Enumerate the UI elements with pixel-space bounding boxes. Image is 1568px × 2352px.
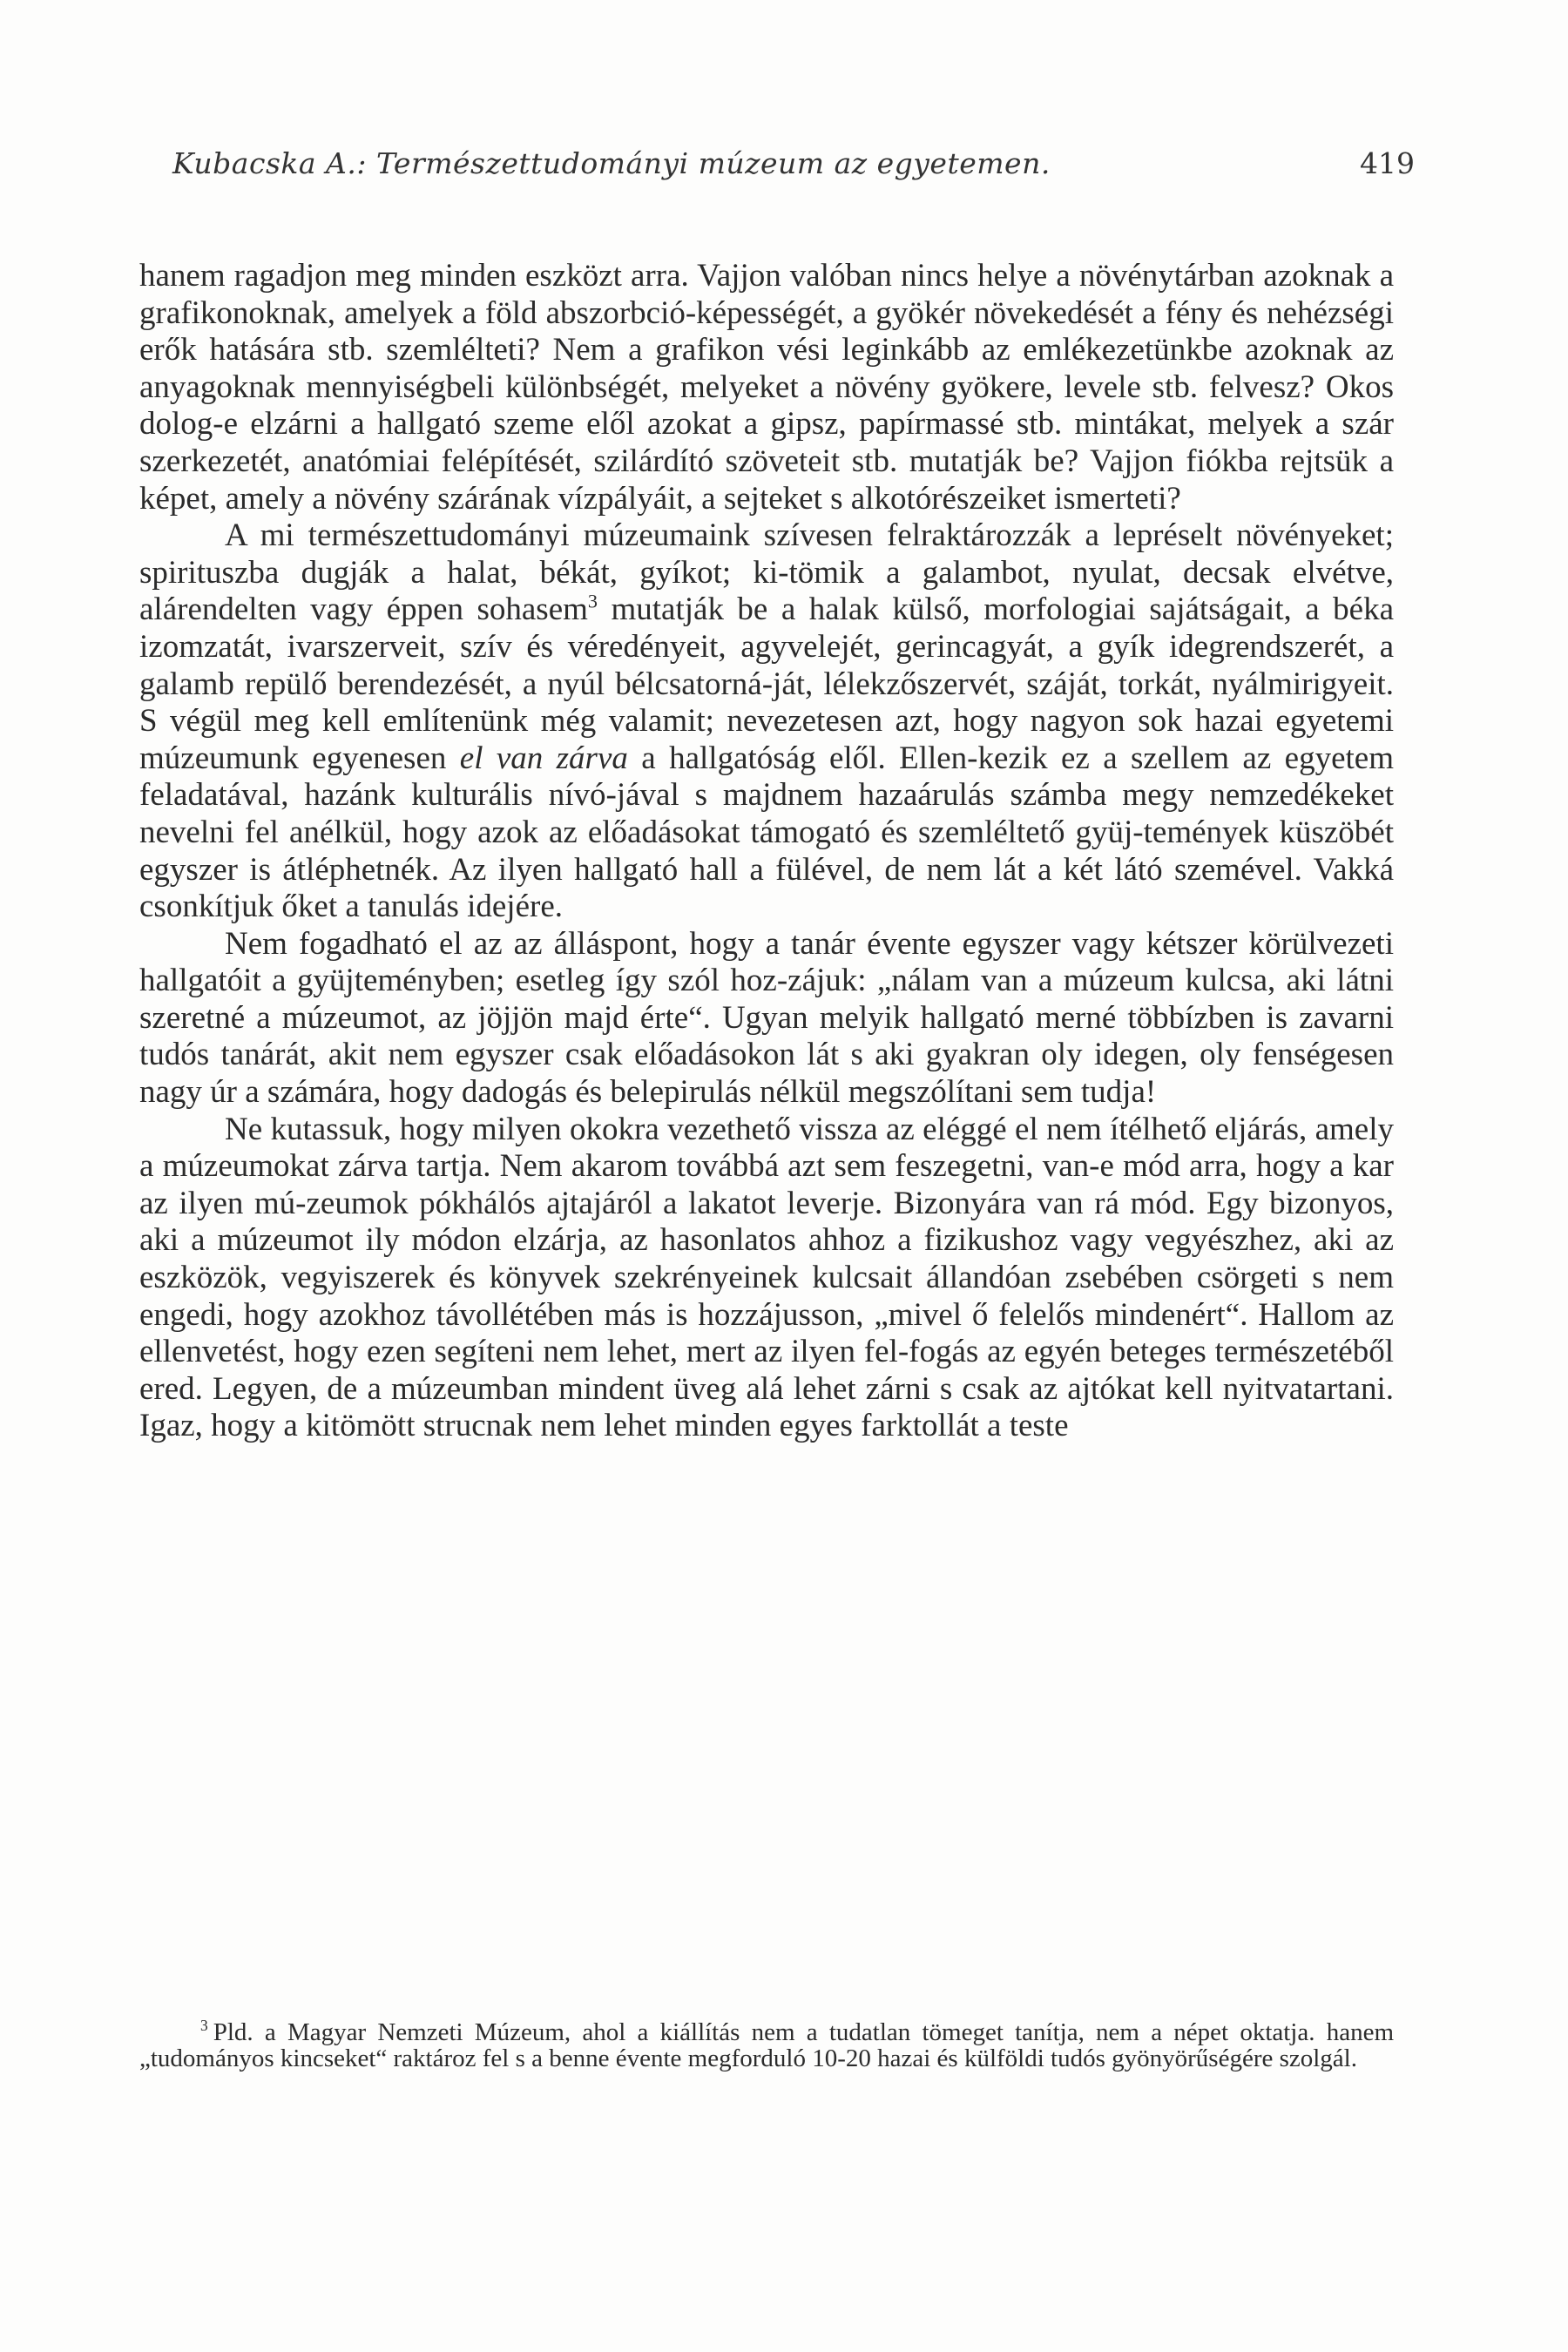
paragraph-4: Ne kutassuk, hogy milyen okokra vezethető vissza az eléggé el nem ítélhető eljárás, amely a múzeumokat zárva tartja. Nem akarom továbbá azt sem feszegetni, van-e mód arra, hogy a kar az ilyen mú-zeumok pókhálós ajtajáról a lakatot leverje. Bizonyára van rá mód. Egy bizonyos, aki a múzeumot ily módon elzárja, az hasonlatos ahhoz a fizikushoz vagy vegyészhez, aki az eszközök, vegyiszerek és könyvek szekrényeinek kulcsait állandóan zsebében csörgeti s nem engedi, hogy azokhoz távollétében más is hozzájusson, „mivel ő felelős mindenért“. Hallom az ellenvetést, hogy ezen segíteni nem lehet, mert az ilyen fel-fogás az egyén beteges természetéből ered. Legyen, de a múzeumban mindent üveg alá lehet zárni s csak az ajtókat kell nyitvatartani. Igaz, hogy a kitömött strucnak nem lehet minden egyes farktollát a teste xyxy=(139,1111,1394,1444)
footnote-3-text: Pld. a Magyar Nemzeti Múzeum, ahol a kiállítás nem a tudatlan tömeget tanítja, nem a népet oktatja. hanem „tudományos kincseket“ raktároz fel s a benne évente megforduló 10-20 hazai és külföldi tudós gyönyörűségére szolgál. xyxy=(139,2018,1394,2072)
emphasis-el-van-zarva: el van zárva xyxy=(459,740,628,776)
paragraph-3: Nem fogadható el az az álláspont, hogy a tanár évente egyszer vagy kétszer körülvezeti hallgatóit a gyüjteményben; esetleg így szól hoz-zájuk: „nálam van a múzeum kulcsa, aki látni szeretné a múzeumot, az jöjjön majd érte“. Ugyan melyik hallgató merné többízben is zavarni tudós tanárát, akit nem egyszer csak előadásokon lát s aki gyakran oly idegen, oly fenségesen nagy úr a számára, hogy dadogás és belepirulás nélkül megszólítani sem tudja! xyxy=(139,925,1394,1111)
paragraph-2-part-b: mutatják be a halak külső, morfologiai sajátságait, a béka izomzatát, ivarszerveit, szív és véredényeit, agyvelejét, gerincagyát, a gyík idegrendszerét, a galamb repülő berendezését, a nyúl bélcsatorná-ját, lélekzőszervét, száját, torkát, nyálmirigyeit. S végül meg kell említenünk még valamit; nevezetesen azt, hogy nagyon sok hazai egyetemi múzeumunk egyenesen xyxy=(139,591,1394,776)
page-header xyxy=(172,146,1415,190)
running-title: Kubacska A.: Természettudományi múzeum az egyetemen. xyxy=(172,146,1051,180)
paragraph-2-part-a: A mi természettudományi múzeumaink szívesen felraktározzák a lepréselt növényeket; spirituszba dugják a halat, békát, gyíkot; ki-tömik a galambot, nyulat, decsak elvétve, alárendelten vagy éppen sohasem xyxy=(139,517,1394,628)
paragraph-2-part-c: a hallgatóság elől. Ellen-kezik ez a szellem az egyetem feladatával, hazánk kulturális nívó-jával s majdnem hazaárulás számba megy nemzedékeket nevelni fel anélkül, hogy azok az előadásokat támogató és szemléltető gyüj-temények küszöbét egyszer is átléphetnék. Az ilyen hallgató hall a fülével, de nem lát a két látó szemével. Vakká csonkítjuk őket a tanulás idejére. xyxy=(139,740,1394,925)
footnote-3-mark: 3 xyxy=(200,2017,208,2035)
footnote-reference-3: 3 xyxy=(587,591,598,613)
footnotes xyxy=(139,2019,1394,2072)
page-number: 419 xyxy=(1360,146,1415,180)
body-text xyxy=(139,258,1394,1445)
paragraph-2 xyxy=(139,517,1394,926)
footnote-3 xyxy=(139,2019,1394,2072)
paragraph-1: hanem ragadjon meg minden eszközt arra. Vajjon valóban nincs helye a növénytárban azoknak a grafikonoknak, amelyek a föld abszorbció-képességét, a gyökér növekedését a fény és nehézségi erők hatására stb. szemlélteti? Nem a grafikon vési leginkább az emlékezetünkbe azoknak az anyagoknak mennyiségbeli különbségét, melyeket a növény gyökere, levele stb. felvesz? Okos dolog-e elzárni a hallgató szeme elől azokat a gipsz, papírmassé stb. mintákat, melyek a szár szerkezetét, anatómiai felépítését, szilárdító szöveteit stb. mutatják be? Vajjon fiókba rejtsük a képet, amely a növény szárának vízpályáit, a sejteket s alkotórészeiket ismerteti? xyxy=(139,258,1394,517)
